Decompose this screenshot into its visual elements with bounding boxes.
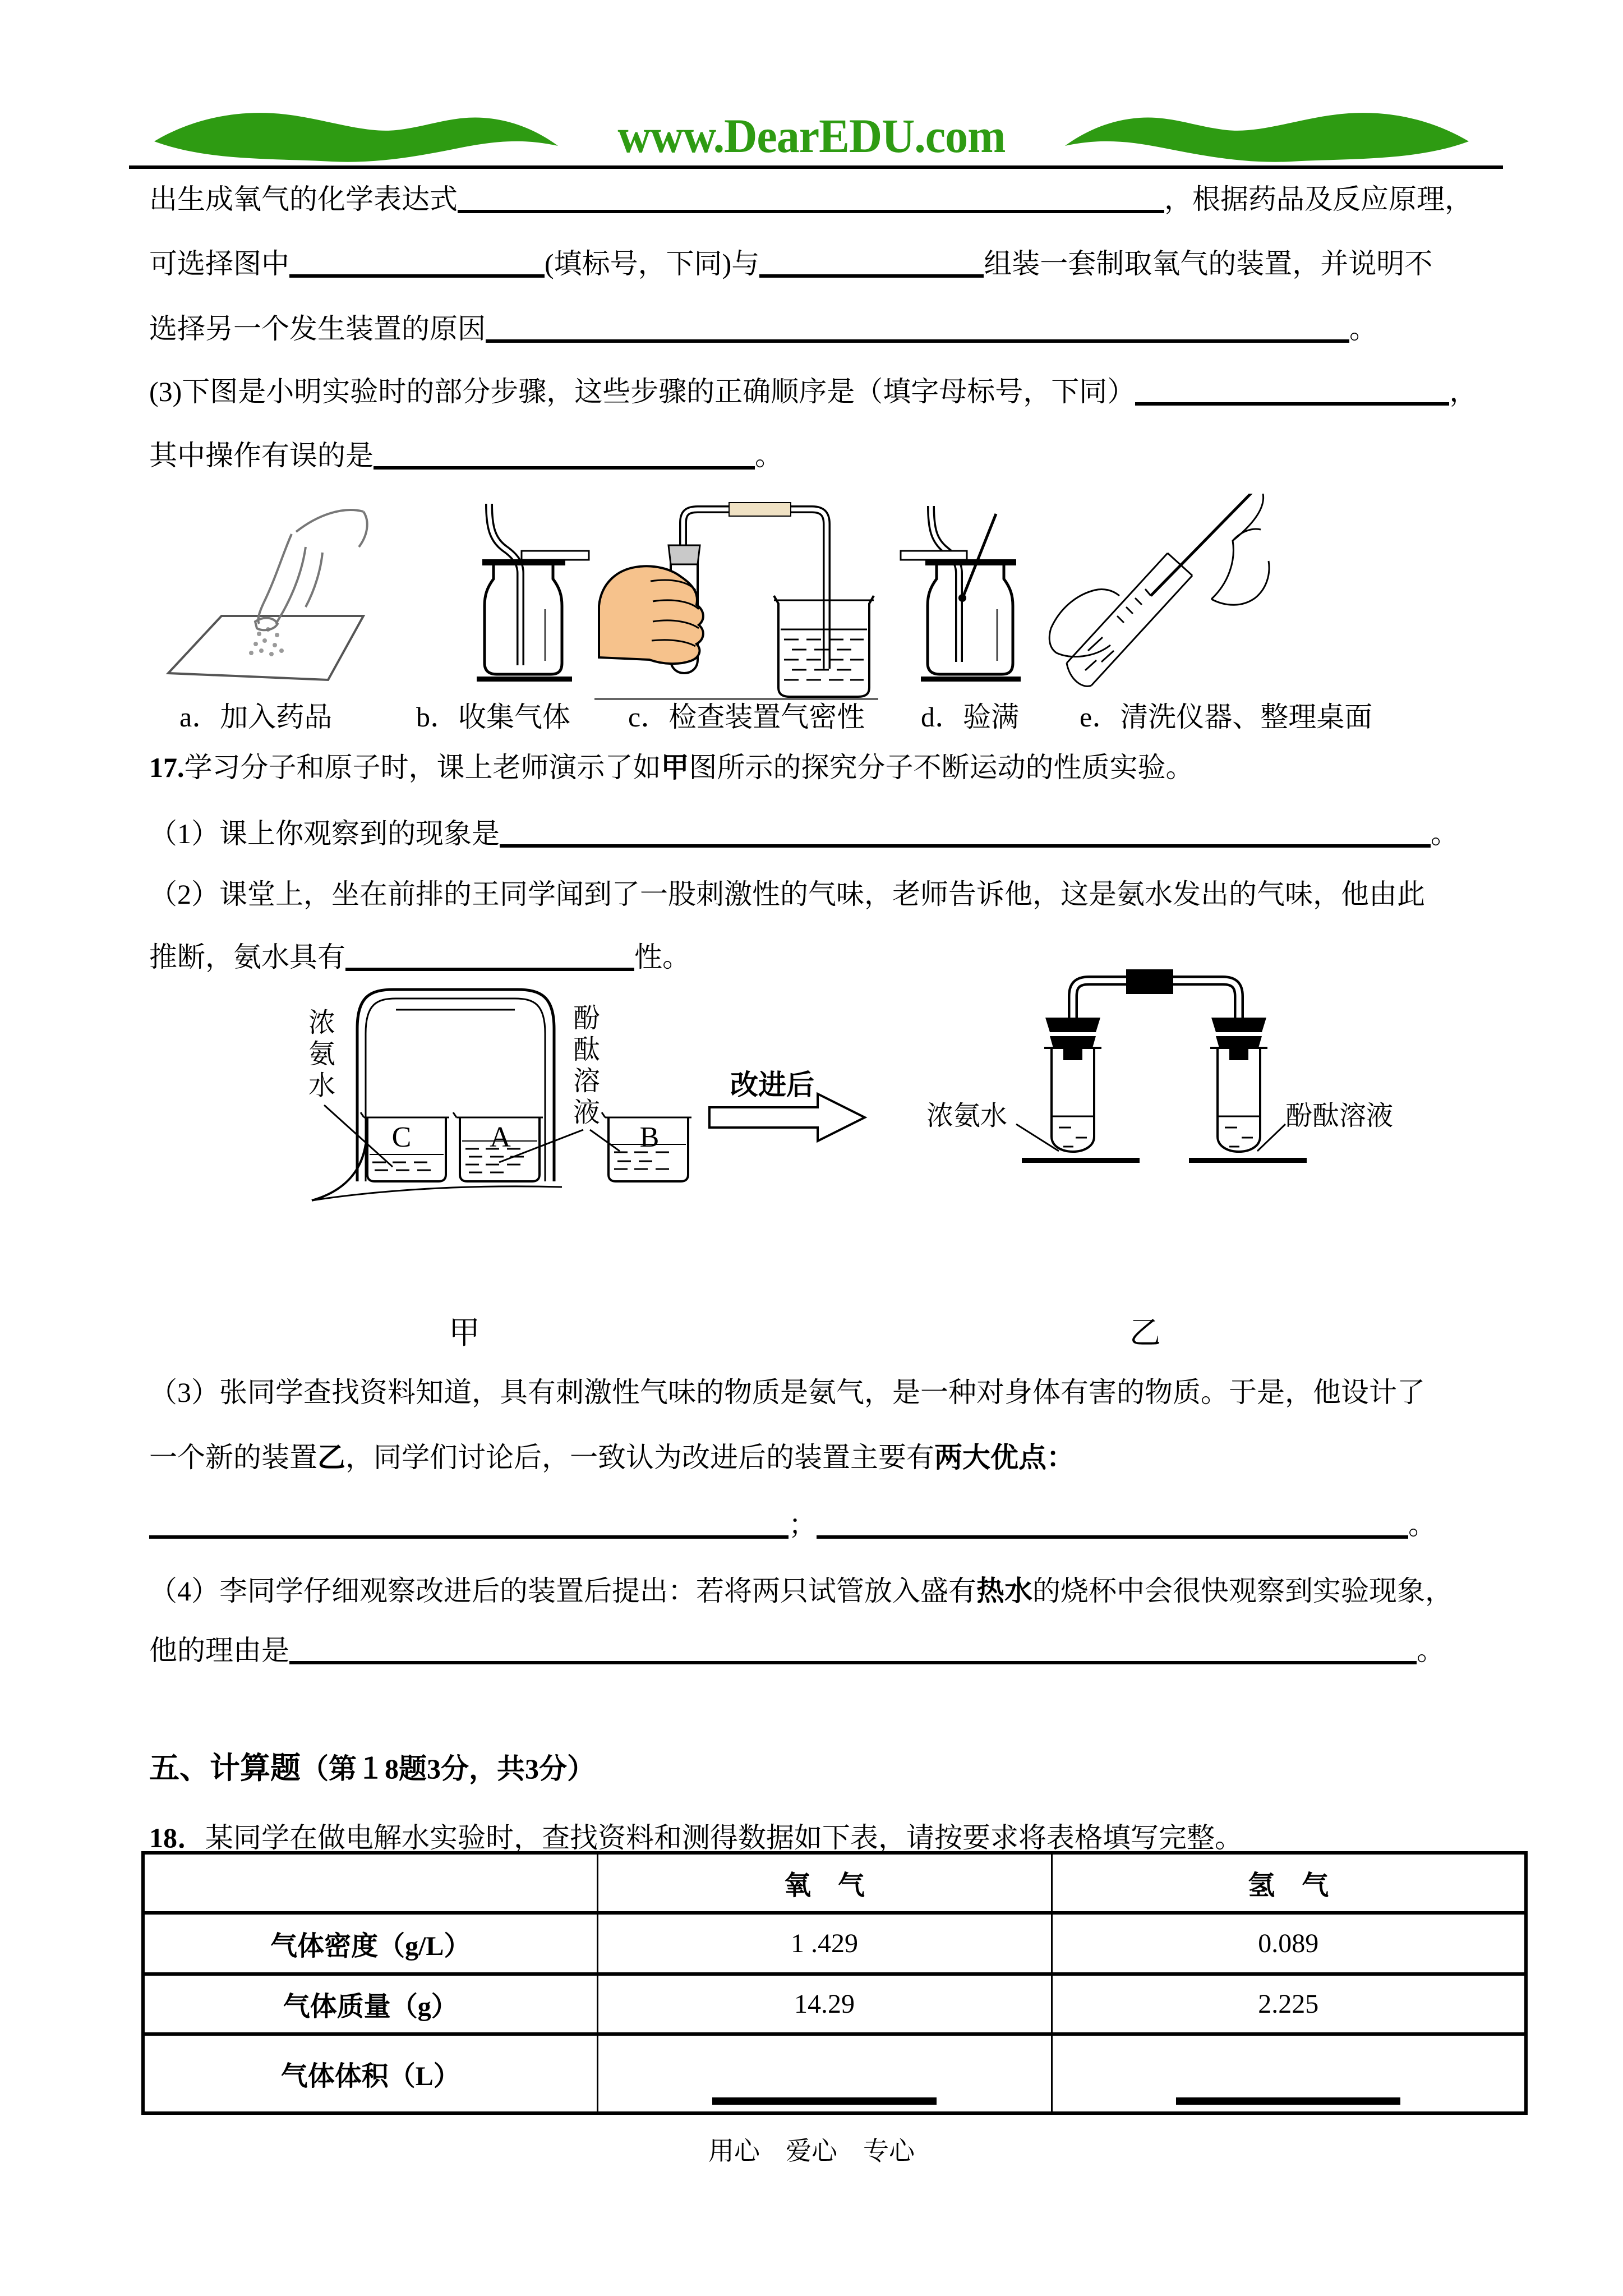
footer-motto: 用心 爱心 专心 (708, 2137, 915, 2165)
beaker-letter-c: C (391, 1121, 412, 1153)
q17-part2b-text: 推断，氨水具有 (149, 941, 345, 973)
mass-hydrogen: 2.225 (1052, 1974, 1526, 2034)
q17-part3-line2 (149, 1441, 1075, 1474)
yi-label-ammonia: 浓氨水 (926, 1101, 1008, 1131)
q16-line3-text: 选择另一个发生装置的原因 (149, 313, 486, 344)
yi-apparatus (1016, 969, 1307, 1163)
q17-intro-b: 图所示的探究分子不断运动的性质实验。 (689, 752, 1194, 783)
row-label-density: 气体密度（g/L） (143, 1913, 597, 1974)
q17-part1-text: （1）课上你观察到的现象是 (149, 818, 500, 849)
logo-text: www.DearEDU.com (617, 109, 1006, 163)
jia-bell-jar (312, 990, 562, 1200)
q17-number: 17. (149, 752, 185, 783)
q16-line1-tail: ，根据药品及反应原理， (1164, 183, 1473, 215)
density-hydrogen: 0.089 (1052, 1913, 1526, 1974)
q16-line1-text: 出生成氧气的化学表达式 (149, 183, 458, 215)
answer-blank (374, 441, 755, 470)
row-label-mass: 气体质量（g） (143, 1974, 597, 2034)
figure-a-add-reagent-sketch (168, 510, 367, 680)
q17-part4c: 他的理由是 (149, 1635, 289, 1666)
q17-part3-text: （3）张同学查找资料知道，具有刺激性气味的物质是氨气，是一种对身体有害的物质。于是，他设计了 (149, 1377, 1425, 1408)
table-header-row (143, 1853, 1526, 1913)
q17-part4-line2 (149, 1634, 1445, 1667)
table-row-mass (143, 1974, 1526, 2034)
apparatus-diagram (0, 965, 1623, 1358)
density-oxygen: 1 .429 (597, 1913, 1052, 1974)
q17-part2-line1 (149, 877, 1425, 911)
q17-part1 (149, 817, 1459, 850)
q18-number: 18． (149, 1822, 205, 1853)
answer-blank (1135, 378, 1449, 406)
col-header-hydrogen: 氢 气 (1052, 1853, 1526, 1913)
figure-d-verify-full-sketch (901, 506, 1021, 682)
answer-blank (289, 250, 545, 278)
diagram-jia-caption: 甲 (449, 1316, 480, 1351)
q17-part3b: 一个新的装置 (149, 1442, 317, 1473)
caption-a: a．加入药品 (179, 701, 333, 733)
improved-label: 改进后 (730, 1069, 814, 1101)
q17-part3-blanks (149, 1508, 1436, 1542)
q17-part3-period: 。 (1408, 1509, 1436, 1540)
q17-part2b-tail: 性。 (634, 941, 690, 973)
q17-part3-yi: 乙 (317, 1442, 345, 1473)
table-row-volume (143, 2034, 1526, 2113)
answer-blank (759, 250, 984, 278)
figure-e-washing-sketch (1049, 494, 1269, 686)
q17-intro (149, 751, 1194, 784)
answer-blank (486, 315, 1349, 343)
row-label-volume: 气体体积（L） (143, 2034, 597, 2113)
q17-part3-bold: 两大优点 (934, 1442, 1046, 1473)
q16-line3 (149, 312, 1377, 346)
q16-line2-mid: (填标号，下同)与 (545, 248, 760, 279)
col-header-oxygen: 氧 气 (597, 1853, 1052, 1913)
answer-blank (712, 2097, 937, 2105)
q17-part4-period: 。 (1417, 1635, 1445, 1666)
answer-blank (500, 820, 1431, 848)
q17-part2-text: （2）课堂上，坐在前排的王同学闻到了一股刺激性的气味，老师告诉他，这是氨水发出的气味，他由此 (149, 878, 1425, 910)
answer-blank (458, 185, 1164, 213)
q16-line5 (149, 439, 783, 472)
jia-label-ammonia: 浓氨水 (308, 1008, 335, 1101)
table-corner-cell (143, 1853, 597, 1913)
q16-line2 (149, 247, 1432, 280)
q16-line2-tail: 组装一套制取氧气的装置，并说明不 (984, 248, 1433, 279)
q16-line4 (149, 375, 1477, 408)
section5-title-text: 五、计算题 (149, 1751, 301, 1785)
q17-part4-line1 (149, 1574, 1453, 1608)
q17-part3c: ，同学们讨论后，一致认为改进后的装置主要有 (345, 1442, 934, 1473)
answer-blank (149, 1511, 789, 1539)
jia-label-phenolphthalein: 酚酞溶液 (573, 1004, 600, 1128)
q17-intro-a: 学习分子和原子时，课上老师演示了如 (184, 752, 661, 783)
q17-part3-line1 (149, 1375, 1425, 1409)
figure-b-gas-bottle-sketch (477, 504, 589, 682)
header-divider (129, 165, 1503, 169)
electrolysis-data-table (141, 1851, 1528, 2115)
volume-hydrogen-cell (1052, 2034, 1526, 2113)
lab-steps-figure (0, 494, 1623, 707)
q17-part3-semicolon: ； (789, 1509, 817, 1540)
volume-oxygen-cell (597, 2034, 1052, 2113)
yi-label-phenolphthalein: 酚酞溶液 (1285, 1101, 1394, 1131)
section5-note: （第１8题3分，共3分） (301, 1753, 595, 1784)
q16-line4-tail: ， (1449, 376, 1478, 407)
q18-intro-text: 某同学在做电解水实验时，查找资料和测得数据如下表，请按要求将表格填写完整。 (205, 1822, 1243, 1853)
caption-d: d．验满 (921, 701, 1019, 733)
q16-line3-tail: 。 (1349, 313, 1377, 344)
answer-blank (817, 1511, 1408, 1539)
q17-part4-bold: 热水 (976, 1575, 1032, 1607)
caption-c: c．检查装置气密性 (628, 701, 865, 733)
mass-oxygen: 14.29 (597, 1974, 1052, 2034)
answer-blank (1176, 2097, 1400, 2105)
diagram-yi-caption: 乙 (1129, 1316, 1161, 1351)
beaker-letter-a: A (490, 1121, 511, 1153)
figure-c-airtightness-sketch (594, 503, 878, 699)
q17-part4b: 的烧杯中会很快观察到实验现象， (1032, 1575, 1453, 1607)
q17-part4-text: （4）李同学仔细观察改进后的装置后提出：若将两只试管放入盛有 (149, 1575, 976, 1607)
q16-line5-text: 其中操作有误的是 (149, 440, 374, 471)
caption-e: e．清洗仪器、整理桌面 (1080, 701, 1373, 733)
q16-line5-tail: 。 (755, 440, 783, 471)
q16-line4-text: (3)下图是小明实验时的部分步骤，这些步骤的正确顺序是（填字母标号，下同） (149, 376, 1136, 407)
q16-line1 (149, 182, 1473, 216)
section5-title (149, 1751, 595, 1786)
q17-part3-colon: ： (1046, 1442, 1075, 1473)
q18-intro (149, 1821, 1243, 1855)
answer-blank (289, 1636, 1417, 1664)
caption-b: b．收集气体 (416, 701, 570, 733)
q17-part1-tail: 。 (1431, 818, 1459, 849)
q17-intro-jia: 甲 (661, 752, 689, 783)
table-row-density (143, 1913, 1526, 1974)
beaker-letter-b: B (639, 1121, 660, 1153)
q16-line2-text: 可选择图中 (149, 248, 289, 279)
